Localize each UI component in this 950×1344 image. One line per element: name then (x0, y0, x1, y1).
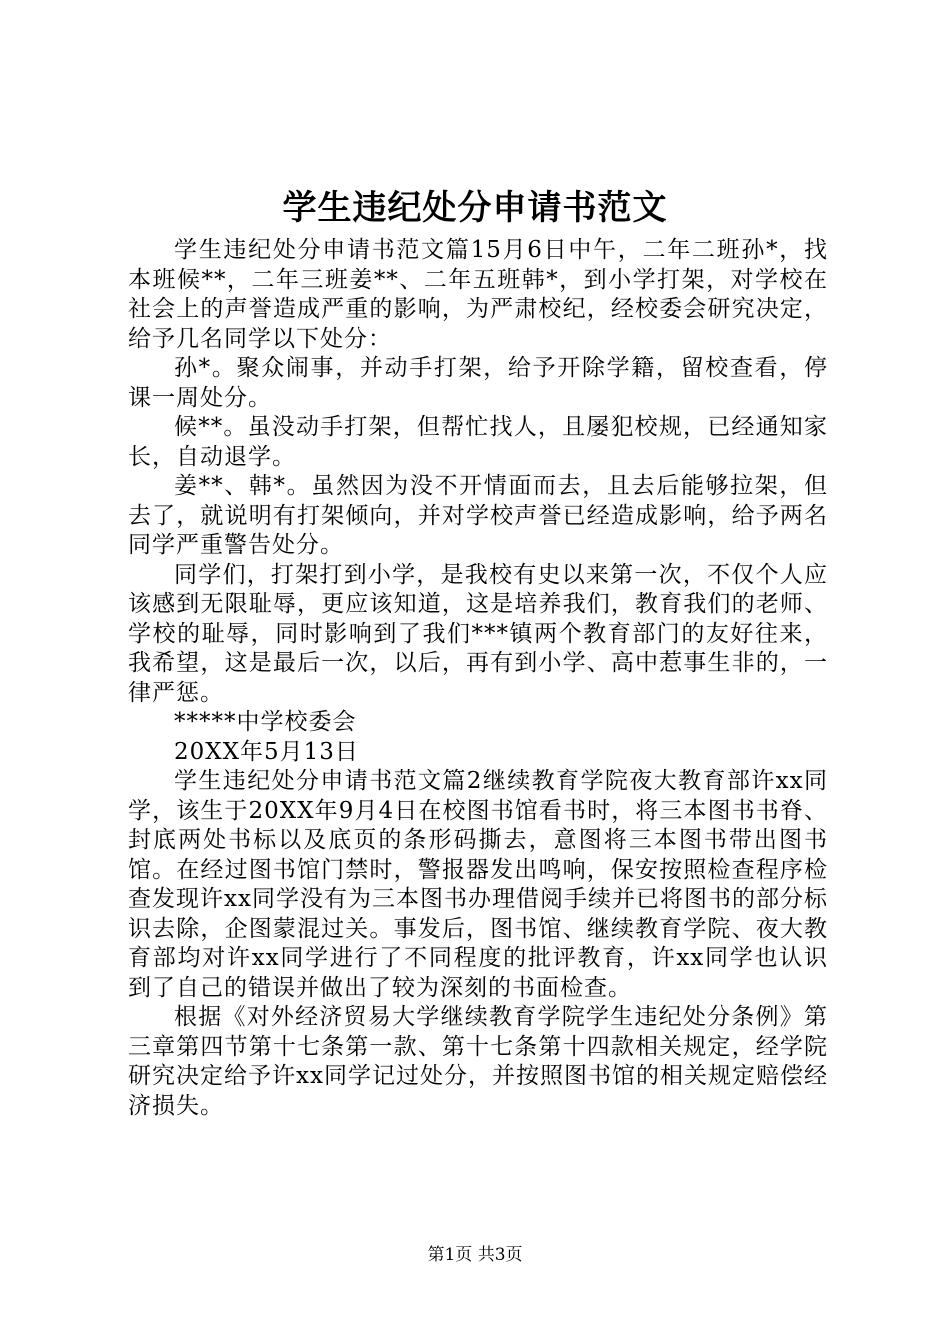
signature: *****中学校委会 (174, 709, 357, 735)
paragraph-3: 候**。虽没动手打架，但帮忙找人，且屡犯校规，已经通知家长，自动退学。 (128, 414, 828, 470)
paragraph-1: 学生违纪处分申请书范文篇15月6日中午，二年二班孙*，找本班候**，二年三班姜**、二年五班韩*，到小学打架，对学校在社会上的声誉造成严重的影响，为严肃校纪，经校委会研究决定，给予几名同学以下处分： (128, 237, 828, 352)
page-footer: 第1页 共3页 (427, 1245, 523, 1265)
date: 20XX年5月13日 (174, 738, 359, 765)
document-body (128, 236, 828, 1121)
paragraph-7: 根据《对外经济贸易大学继续教育学院学生违纪处分条例》第三章第四节第十七条第一款、第十七条第十四款相关规定，经学院研究决定给予许xx同学记过处分，并按照图书馆的相关规定赔偿经济损失。 (128, 1004, 828, 1119)
paragraph-5: 同学们，打架打到小学，是我校有史以来第一次，不仅个人应该感到无限耻辱，更应该知道，这是培养我们，教育我们的老师、学校的耻辱，同时影响到了我们***镇两个教育部门的友好往来，我希望，这是最后一次，以后，再有到小学、高中惹事生非的，一律严惩。 (128, 561, 828, 706)
paragraph-2: 孙*。聚众闹事，并动手打架，给予开除学籍，留校查看，停课一周处分。 (128, 355, 828, 411)
paragraph-4: 姜**、韩*。虽然因为没不开情面而去，且去后能够拉架，但去了，就说明有打架倾向，并对学校声誉已经造成影响，给予两名同学严重警告处分。 (128, 473, 828, 558)
page-title: 学生违纪处分申请书范文 (282, 188, 668, 228)
paragraph-6: 学生违纪处分申请书范文篇2继续教育学院夜大教育部许xx同学，该生于20XX年9月4日在校图书馆看书时，将三本图书书脊、封底两处书标以及底页的条形码撕去，意图将三本图书带出图书馆。在经过图书馆门禁时，警报器发出鸣响，保安按照检查程序检查发现许xx同学没有为三本图书办理借阅手续并已将图书的部分标识去除，企图蒙混过关。事发后，图书馆、继续教育学院、夜大教育部均对许xx同学进行了不同程度的批评教育，许xx同学也认识到了自己的错误并做出了较为深刻的书面检查。 (128, 768, 828, 1001)
